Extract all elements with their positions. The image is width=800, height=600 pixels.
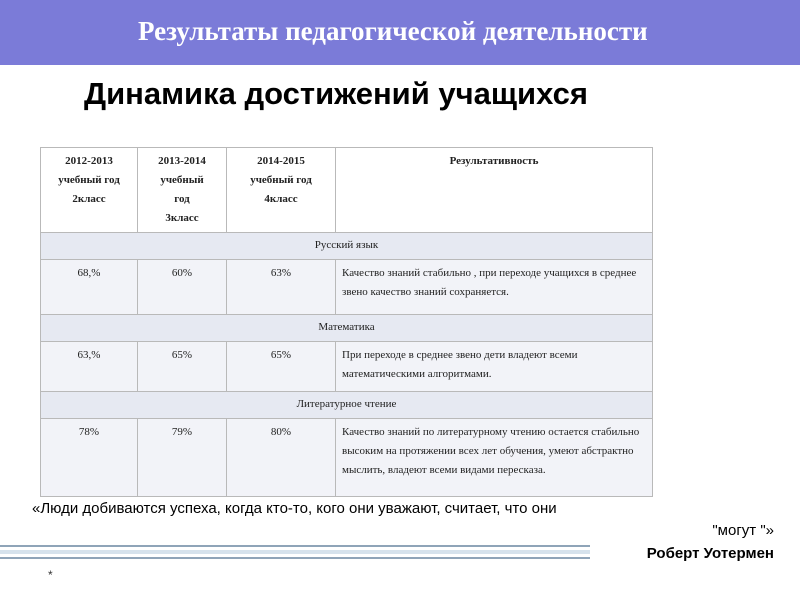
header-cell-2014-2015 [227,148,336,233]
quote-line-2: "могут "» [712,522,774,539]
header-cell-2013-2014 [138,148,227,233]
description-cell: Качество знаний по литературному чтению остается стабильно высоким на протяжении всех лет обучения, умеют абстрактно мыслить, владеют всеми видами пересказа. [336,419,653,497]
value-cell: 78% [41,419,138,497]
header-grade: 3класс [165,212,199,224]
header-year: 2014-2015 [257,155,305,167]
value-cell: 68,% [41,260,138,315]
header-cell-results [336,148,653,233]
table-row [41,342,653,392]
page-title: Результаты педагогической деятельности [138,16,648,46]
slide-number-placeholder: * [48,568,53,582]
section-name: Литературное чтение [41,392,653,419]
value-cell: 63% [227,260,336,315]
header-label: учебный [160,174,204,186]
value-cell: 80% [227,419,336,497]
header-year: 2012-2013 [65,155,113,167]
header-label: учебный год [58,174,120,186]
quote-author: Роберт Уотермен [646,545,774,562]
section-row-literature [41,392,653,419]
results-table-container [40,147,652,497]
quote-line-1: «Люди добиваются успеха, когда кто-то, кого они уважают, считает, что они [32,500,557,517]
description-cell: Качество знаний стабильно , при переходе учащихся в среднее звено качество знаний сохраняется. [336,260,653,315]
table-row [41,419,653,497]
header-grade: 4класс [264,193,298,205]
results-table [40,147,653,497]
value-cell: 63,% [41,342,138,392]
section-subtitle: Динамика достижений учащихся [84,76,588,111]
value-cell: 65% [227,342,336,392]
section-row-math [41,315,653,342]
value-cell: 65% [138,342,227,392]
value-cell: 60% [138,260,227,315]
header-year: 2013-2014 [158,155,206,167]
header-label: Результативность [449,155,539,167]
description-cell: При переходе в среднее звено дети владеют всеми математическими алгоритмами. [336,342,653,392]
footer-divider [0,545,590,559]
header-cell-2012-2013 [41,148,138,233]
section-name: Русский язык [41,233,653,260]
table-row [41,260,653,315]
header-bar [0,0,800,65]
quote-block [32,498,774,542]
value-cell: 79% [138,419,227,497]
table-header-row [41,148,653,233]
header-label: учебный год [250,174,312,186]
section-row-russian [41,233,653,260]
header-label: год [174,193,190,205]
header-grade: 2класс [72,193,106,205]
section-name: Математика [41,315,653,342]
